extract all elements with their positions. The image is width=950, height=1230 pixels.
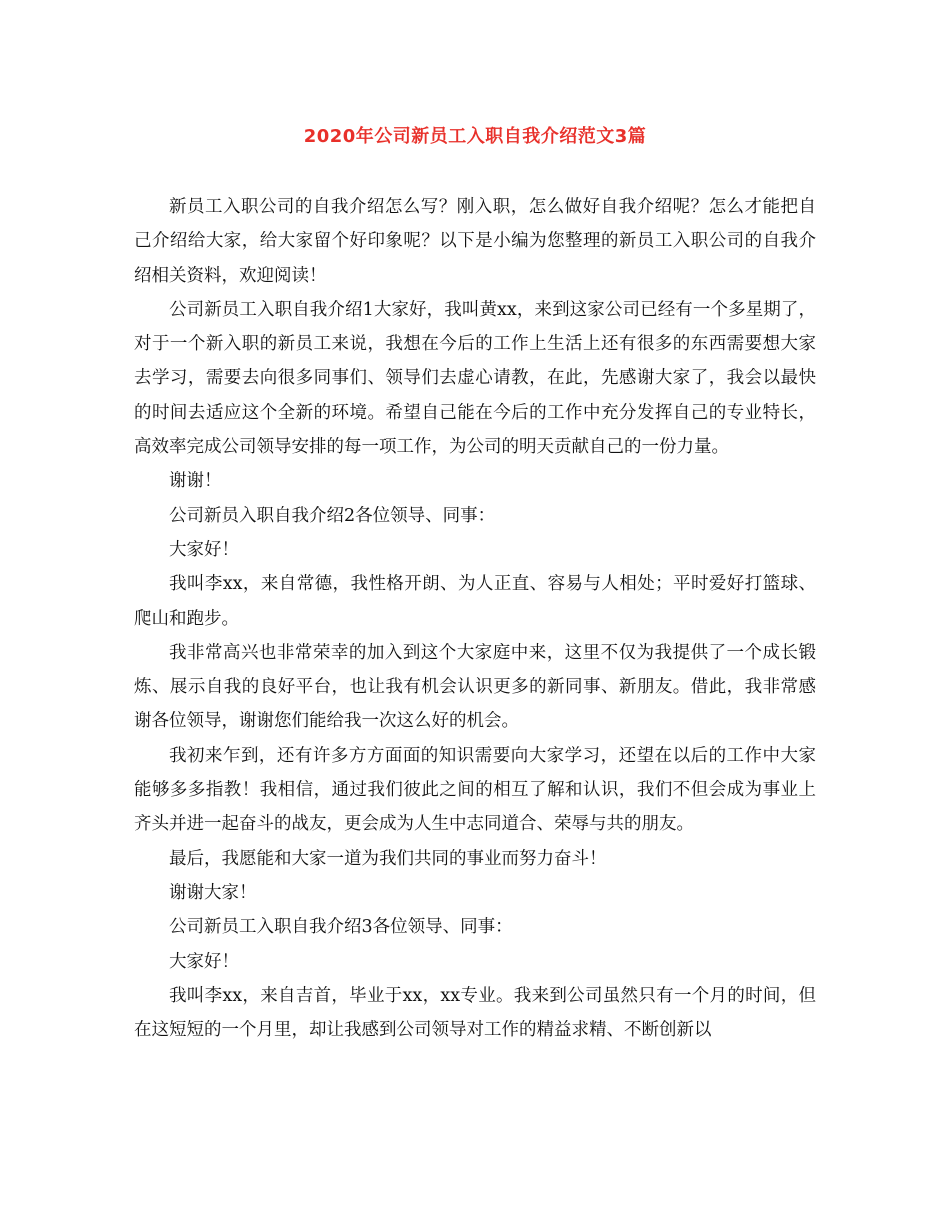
paragraph-intro-2-joy: 我非常高兴也非常荣幸的加入到这个大家庭中来，这里不仅为我提供了一个成长锻炼、展示自我的良好平台，也让我有机会认识更多的新同事、新朋友。借此，我非常感谢各位领导，谢谢您们能给我一次这么好的机会。 <box>134 642 816 732</box>
paragraph-intro-3-heading: 公司新员工入职自我介绍3各位领导、同事： <box>169 917 513 938</box>
paragraph-thanks-1: 谢谢！ <box>169 471 222 492</box>
paragraph-greeting-2: 大家好！ <box>169 539 239 560</box>
paragraph-intro-2-self: 我叫李xx，来自常德，我性格开朗、为人正直、容易与人相处；平时爱好打篮球、爬山和跑步。 <box>134 574 816 629</box>
paragraph-intro-3-self: 我叫李xx，来自吉首，毕业于xx，xx专业。我来到公司虽然只有一个月的时间，但在这短短的一个月里，却让我感到公司领导对工作的精益求精、不断创新以 <box>134 985 816 1041</box>
paragraph-intro-1: 公司新员工入职自我介绍1大家好，我叫黄xx，来到这家公司已经有一个多星期了，对于一个新入职的新员工来说，我想在今后的工作上生活上还有很多的东西需要想大家去学习，需要去向很多同事们、领导们去虚心请教，在此，先感谢大家了，我会以最快的时间去适应这个全新的环境。希望自己能在今后的工作中充分发挥自己的专业特长，高效率完成公司领导安排的每一项工作，为公司的明天贡献自己的一份力量。 <box>134 299 816 458</box>
paragraph-intro-2-closing: 最后，我愿能和大家一道为我们共同的事业而努力奋斗！ <box>169 848 607 869</box>
document-title: 2020年公司新员工入职自我介绍范文3篇 <box>303 126 647 147</box>
paragraph-intro-2-learning: 我初来乍到，还有许多方方面面的知识需要向大家学习，还望在以后的工作中大家能够多多指教！我相信，通过我们彼此之间的相互了解和认识，我们不但会成为事业上齐头并进一起奋斗的战友，更会成为人生中志同道合、荣辱与共的朋友。 <box>134 745 816 835</box>
paragraph-intro-2-heading: 公司新员入职自我介绍2各位领导、同事： <box>169 505 496 526</box>
document-body <box>134 190 816 1047</box>
paragraph-thanks-2: 谢谢大家！ <box>169 882 257 903</box>
paragraph-greeting-3: 大家好！ <box>169 951 239 972</box>
paragraph-intro: 新员工入职公司的自我介绍怎么写？刚入职，怎么做好自我介绍呢？怎么才能把自己介绍给大家，给大家留个好印象呢？以下是小编为您整理的新员工入职公司的自我介绍相关资料，欢迎阅读！ <box>134 197 816 286</box>
